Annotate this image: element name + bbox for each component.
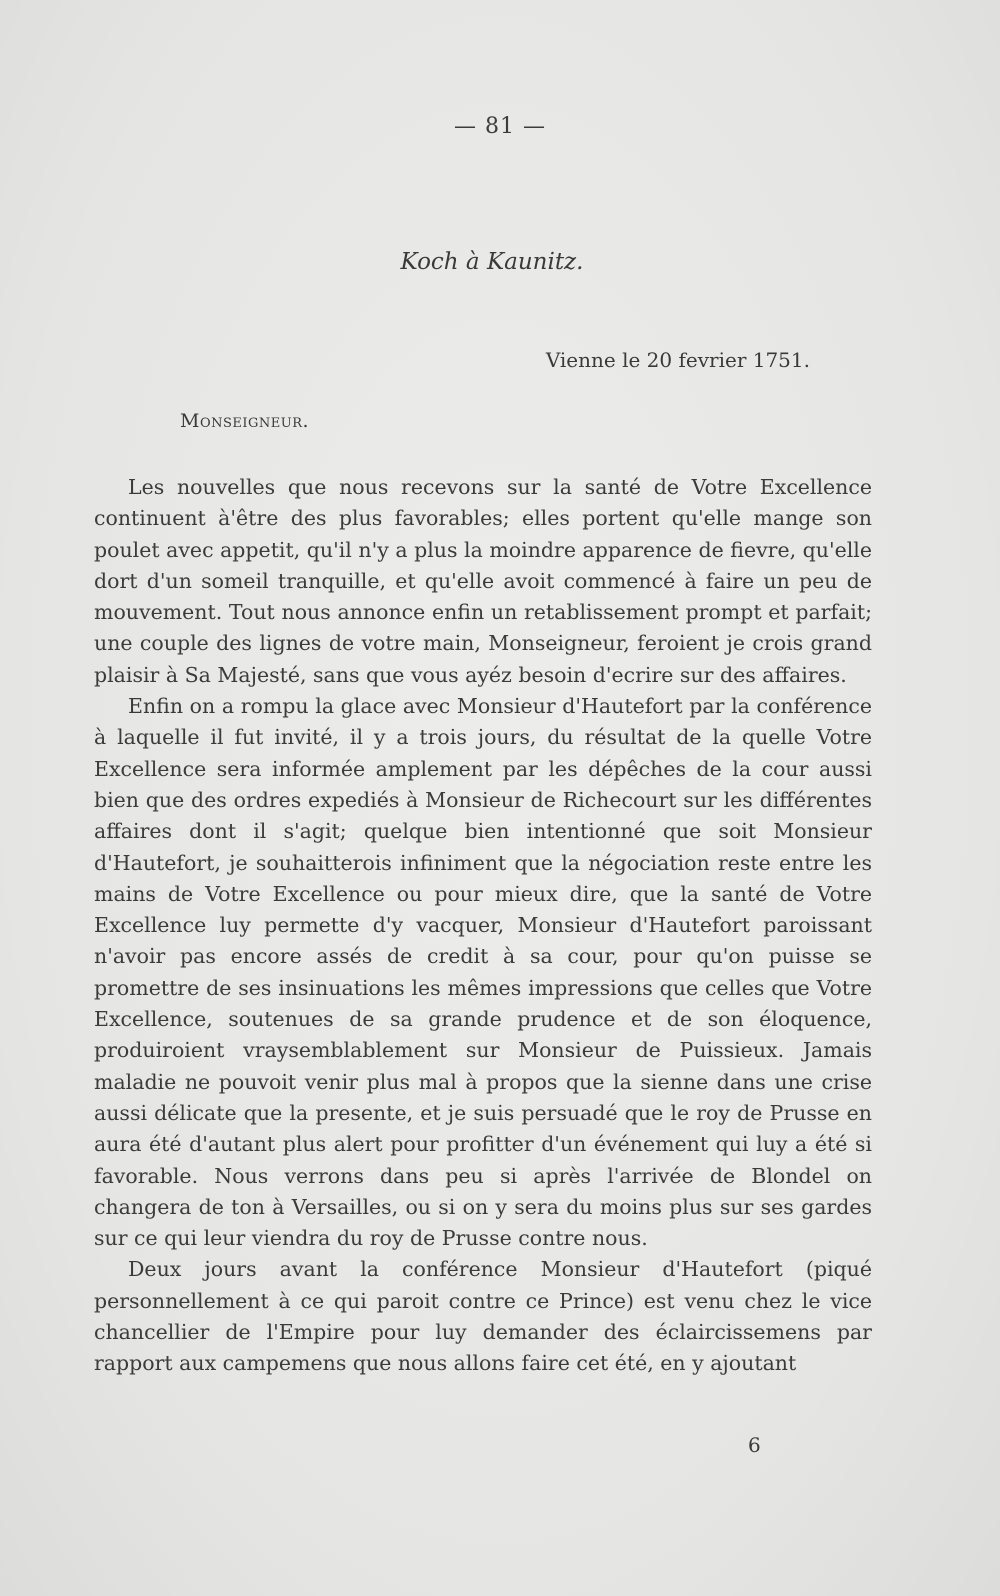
- letter-salutation: Monseigneur.: [180, 410, 310, 432]
- page-number: — 81 —: [454, 114, 546, 139]
- letter-body: [94, 472, 872, 1380]
- paragraph-3: Deux jours avant la conférence Monsieur d'Hautefort (piqué personnellement à ce qui paroit contre ce Prince) est venu chez le vice chancellier de l'Empire pour luy demander des éclaircissemens par rapport aux campemens que nous allons faire cet été, en y ajoutant: [94, 1257, 872, 1376]
- paragraph-1: Les nouvelles que nous recevons sur la santé de Votre Excellence continuent à'être des plus favorables; elles portent qu'elle mange son poulet avec appetit, qu'il n'y a plus la moindre apparence de fievre, qu'elle dort d'un someil tranquille, et qu'elle avoit commencé à faire un peu de mouvement. Tout nous annonce enfin un retablissement prompt et parfait; une couple des lignes de votre main, Monseigneur, feroient je crois grand plaisir à Sa Majesté, sans que vous ayéz besoin d'ecrire sur des affaires.: [94, 475, 872, 687]
- paragraph-2: Enfin on a rompu la glace avec Monsieur d'Hautefort par la conférence à laquelle il fut invité, il y a trois jours, du résultat de la quelle Votre Excellence sera informée amplement par les dépêches de la cour aussi bien que des ordres expediés à Monsieur de Richecourt sur les différentes affaires dont il s'agit; quelque bien intentionné que soit Monsieur d'Hautefort, je souhaitterois infiniment que la négociation reste entre les mains de Votre Excellence ou pour mieux dire, que la santé de Votre Excellence luy permette d'y vacquer, Monsieur d'Hautefort paroissant n'avoir pas encore assés de credit à sa cour, pour qu'on puisse se promettre de ses insinuations les mêmes impressions que celles que Votre Excellence, soutenues de sa grande prudence et de son éloquence, produiroient vraysemblablement sur Monsieur de Puissieux. Jamais maladie ne pouvoit venir plus mal à propos que la sienne dans une crise aussi délicate que la presente, et je suis persuadé que le roy de Prusse en aura été d'autant plus alert pour profitter d'un événement qui luy a été si favorable. Nous verrons dans peu si après l'arrivée de Blondel on changera de ton à Versailles, ou si on y sera du moins plus sur ses gardes sur ce qui leur viendra du roy de Prusse contre nous.: [94, 694, 872, 1251]
- letter-dateline: Vienne le 20 fevrier 1751.: [545, 348, 810, 372]
- letter-title: Koch à Kaunitz.: [400, 249, 584, 275]
- signature-mark: 6: [748, 1433, 761, 1457]
